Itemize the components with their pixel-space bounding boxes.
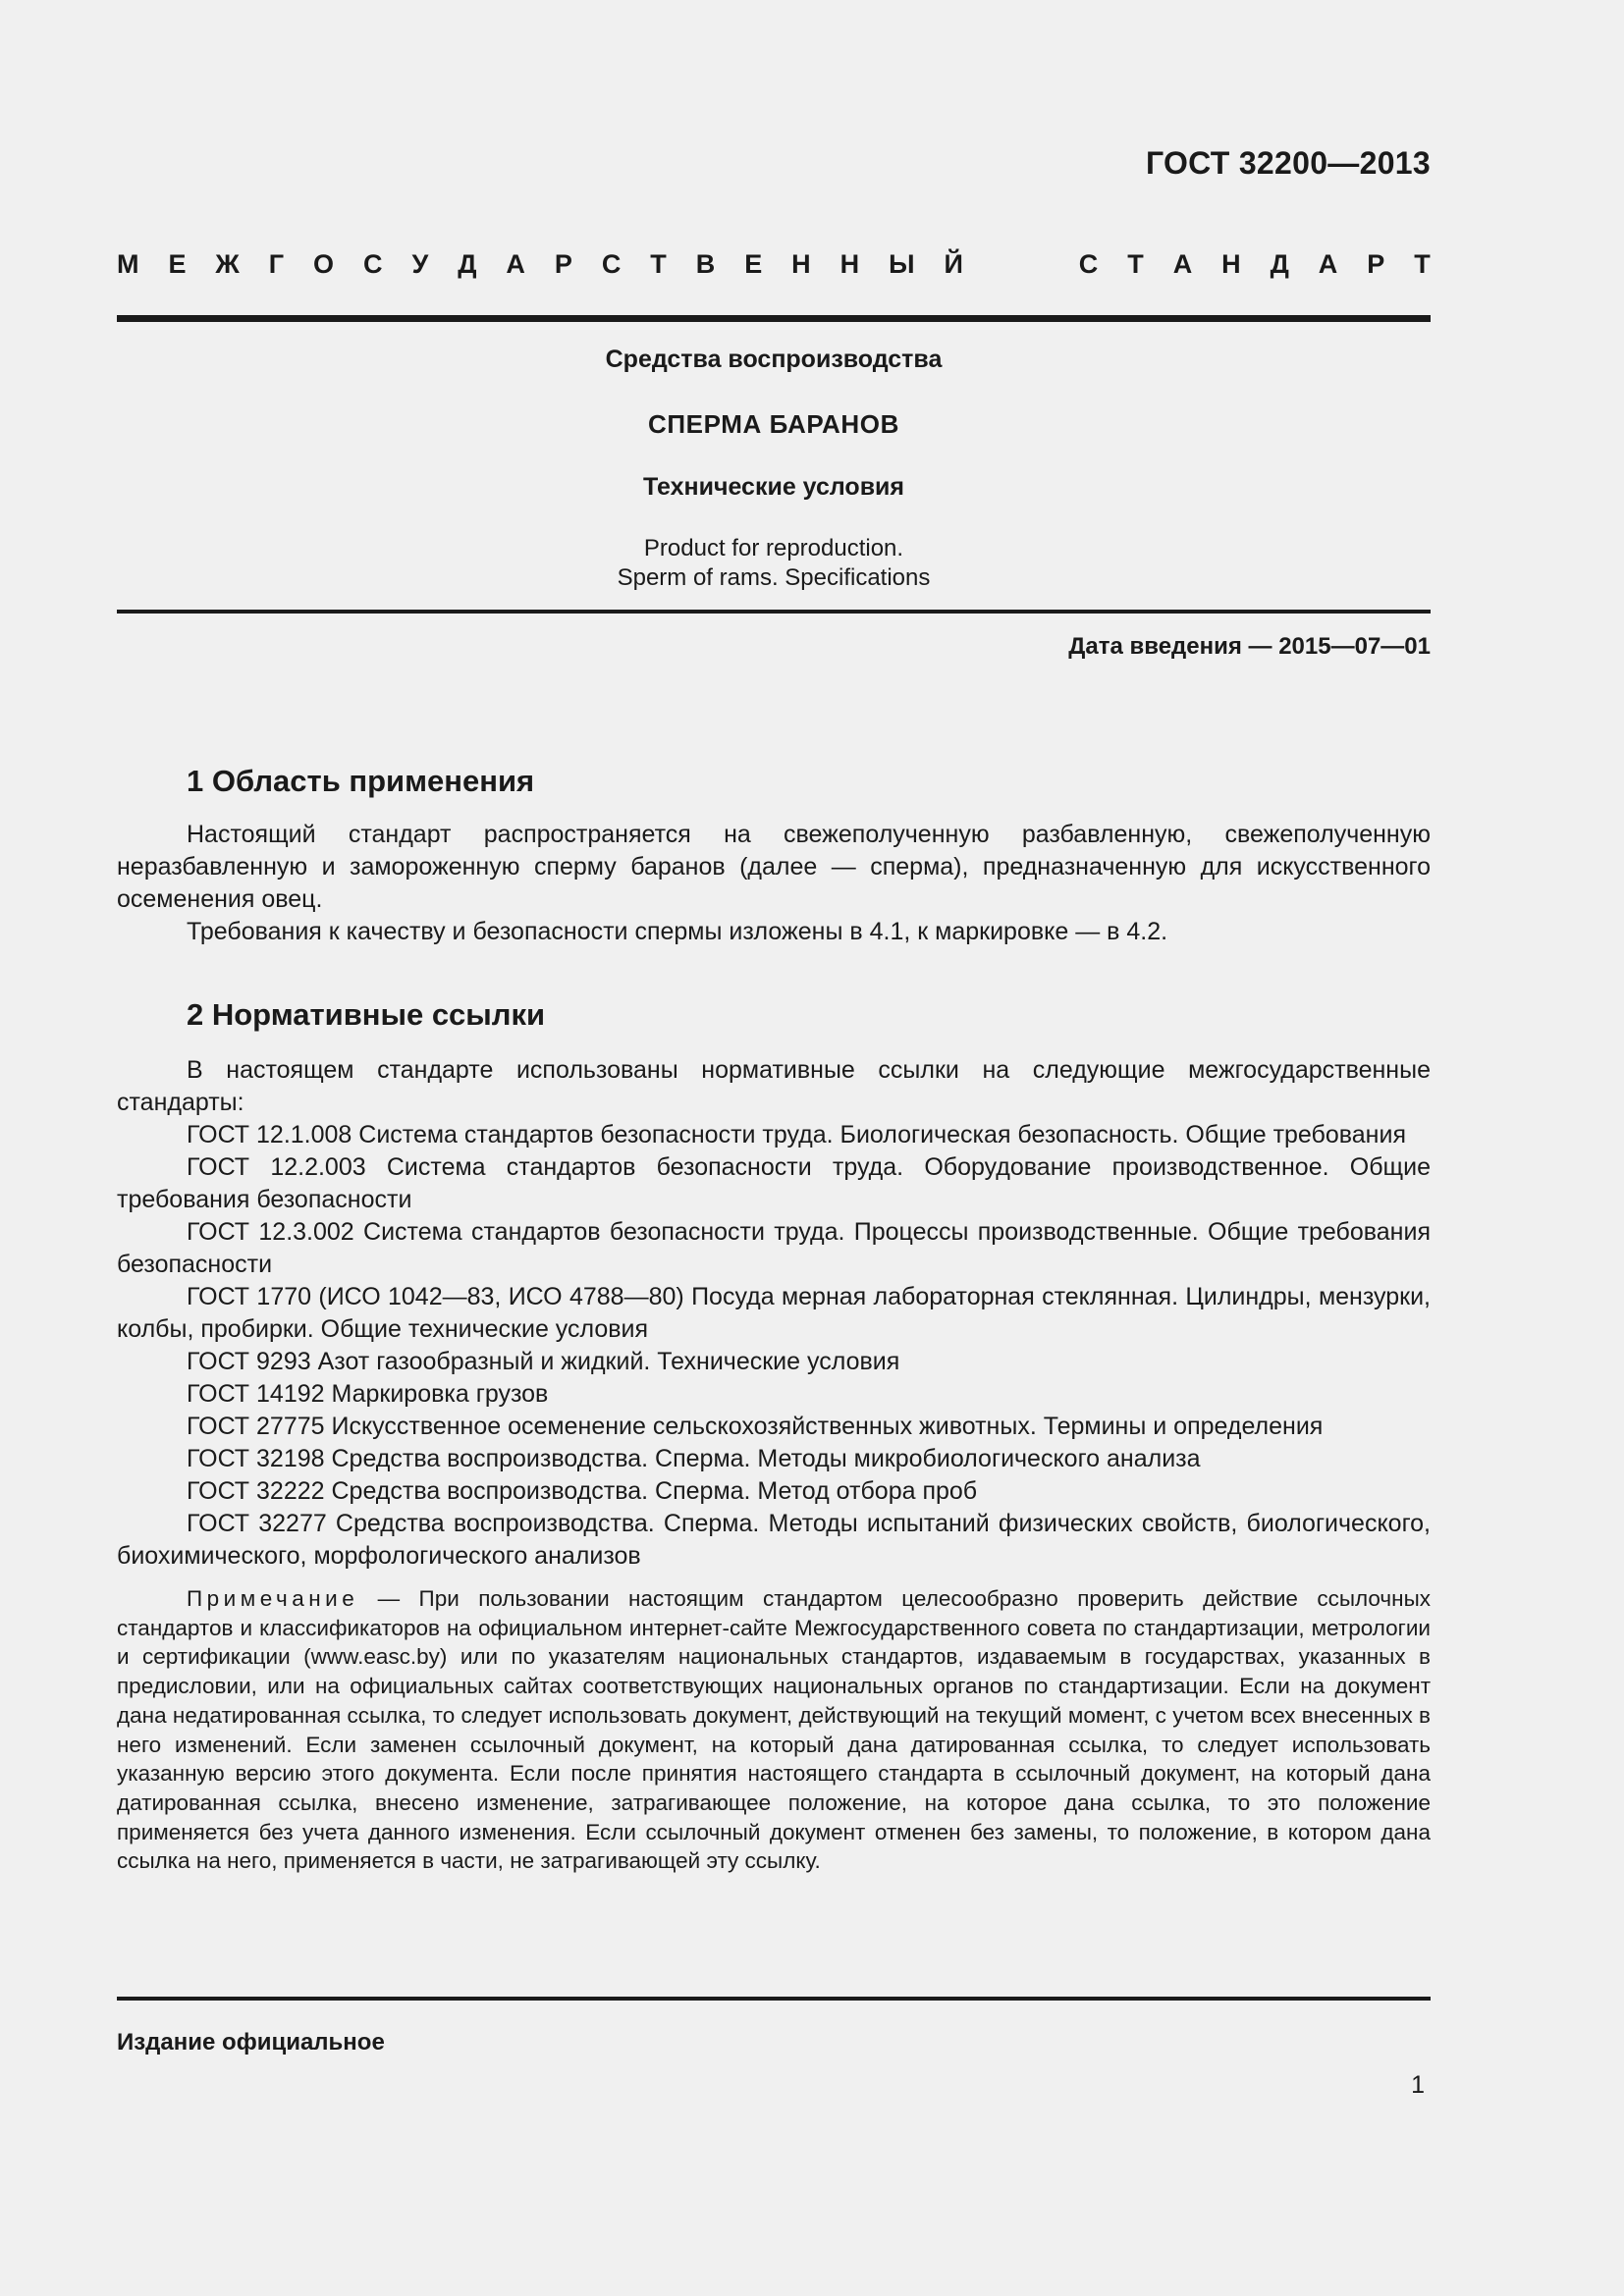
banner-letter: А (1318, 249, 1338, 279)
banner-letter: А (1172, 249, 1193, 279)
title-subtitle: Технические условия (642, 473, 905, 501)
banner-letter: О (313, 249, 335, 279)
banner-letter: Т (650, 249, 667, 279)
banner-letter: А (506, 249, 525, 279)
introduction-date: Дата введения — 2015—07—01 (1068, 633, 1431, 660)
banner-letter: Р (554, 249, 572, 279)
doc-code: ГОСТ 32200—2013 (1145, 145, 1431, 181)
banner-letter: В (695, 249, 716, 279)
paragraph: В настоящем стандарте использованы нормативные ссылки на следующие межгосударственные стандарты: (117, 1056, 1431, 1116)
page-number: 1 (1411, 2071, 1425, 2099)
note-label: Примечание (187, 1586, 359, 1611)
note (117, 1584, 1431, 1876)
banner-letter: Й (944, 249, 963, 279)
reference-item: ГОСТ 9293 Азот газообразный и жидкий. Технические условия (187, 1348, 900, 1375)
footer-divider (117, 1997, 1431, 2001)
reference-item: ГОСТ 12.2.003 Система стандартов безопасности труда. Оборудование производственное. Общие требования безопасности (117, 1153, 1431, 1213)
reference-item: ГОСТ 12.1.008 Система стандартов безопасности труда. Биологическая безопасность. Общие требования (187, 1121, 1406, 1148)
banner-letter: Ы (889, 249, 915, 279)
reference-item: ГОСТ 12.3.002 Система стандартов безопасности труда. Процессы производственные. Общие требования безопасности (117, 1218, 1431, 1278)
reference-item: ГОСТ 32277 Средства воспроизводства. Сперма. Методы испытаний физических свойств, биологического, биохимического, морфологического анализов (117, 1510, 1431, 1570)
banner-letter: Р (1367, 249, 1385, 279)
note-text: — При пользовании настоящим стандартом целесообразно проверить действие ссылочных стандартов и классификаторов на официальном интернет-сайте Межгосударственного совета по стандартизации, метрологии и сертификации (www.easc.by) или по указателям национальных стандартов, издаваемым в государствах, указанных в предисловии, или на официальных сайтах соответствующих национальных органов по стандартизации. Если на документ дана недатированная ссылка, то следует использовать документ, действующий на текущий момент, с учетом всех внесенных в него изменений. Если заменен ссылочный документ, на который дана датированная ссылка, то следует использовать указанную версию этого документа. Если после принятия настоящего стандарта в ссылочный документ, на который дана датированная ссылка, внесено изменение, затрагивающее положение, на которое дана ссылка, то это положение применяется без учета данного изменения. Если ссылочный документ отменен без замены, то положение, в котором дана ссылка на него, применяется в части, не затрагивающей эту ссылку. (117, 1586, 1431, 1874)
banner-letter: У (411, 249, 429, 279)
title-main: СПЕРМА БАРАНОВ (648, 409, 899, 439)
reference-item: ГОСТ 27775 Искусственное осеменение сельскохозяйственных животных. Термины и определения (187, 1413, 1324, 1440)
title-category: Средства воспроизводства (605, 346, 943, 373)
banner-letter: С (363, 249, 383, 279)
banner-letter: С (1078, 249, 1099, 279)
section-references (117, 997, 1431, 1876)
edition-label: Издание официальное (117, 2029, 385, 2056)
banner-letter: Е (168, 249, 187, 279)
banner-letter: С (601, 249, 622, 279)
header-divider (117, 315, 1431, 322)
standard-banner (117, 249, 1431, 279)
reference-item: ГОСТ 32198 Средства воспроизводства. Сперма. Методы микробиологического анализа (187, 1445, 1201, 1472)
banner-letter: М (117, 249, 139, 279)
banner-letter: Н (791, 249, 811, 279)
banner-letter: Н (1221, 249, 1241, 279)
banner-letter: Г (268, 249, 285, 279)
banner-letter: Т (1127, 249, 1144, 279)
banner-letter: Ж (215, 249, 240, 279)
reference-item: ГОСТ 1770 (ИСО 1042—83, ИСО 4788—80) Посуда мерная лабораторная стеклянная. Цилиндры, мензурки, колбы, пробирки. Общие технические условия (117, 1283, 1431, 1343)
banner-letter: Д (1270, 249, 1289, 279)
paragraph: Настоящий стандарт распространяется на свежеполученную разбавленную, свежеполученную неразбавленную и замороженную сперму баранов (далее — сперма), предназначенную для искусственного осеменения овец. (117, 821, 1431, 913)
reference-item: ГОСТ 32222 Средства воспроизводства. Сперма. Метод отбора проб (187, 1477, 978, 1505)
reference-item: ГОСТ 14192 Маркировка грузов (187, 1380, 549, 1408)
title-english-line1: Product for reproduction. (643, 535, 904, 561)
paragraph: Требования к качеству и безопасности спермы изложены в 4.1, к маркировке — в 4.2. (187, 918, 1168, 945)
title-english-line2: Sperm of rams. Specifications (617, 564, 931, 591)
title-divider (117, 610, 1431, 614)
banner-letter: Т (1414, 249, 1431, 279)
banner-letter: Д (458, 249, 477, 279)
section-title: 2 Нормативные ссылки (187, 997, 546, 1032)
section-scope (117, 764, 1431, 948)
section-title: 1 Область применения (187, 764, 535, 798)
banner-letter: Н (839, 249, 860, 279)
banner-letter: Е (744, 249, 763, 279)
banner-gap (993, 249, 1050, 279)
